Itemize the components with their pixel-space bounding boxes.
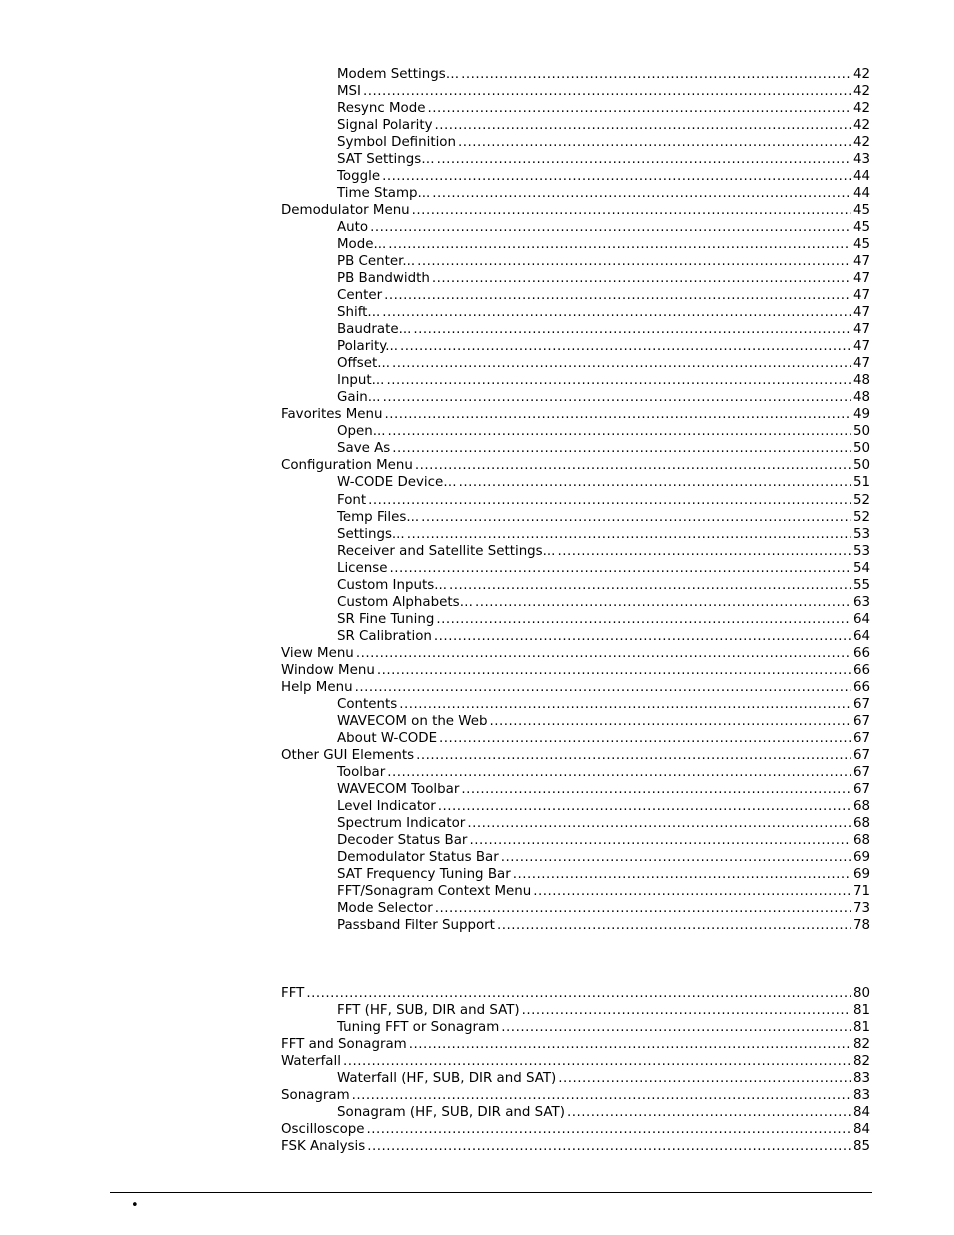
toc-dot-leader — [383, 389, 851, 406]
toc-page-number: 47 — [852, 356, 870, 372]
toc-entry[interactable] — [281, 985, 870, 1002]
toc-entry-title: WAVECOM Toolbar — [337, 781, 460, 797]
toc-entry-title: Font — [337, 492, 367, 508]
toc-entry[interactable] — [337, 168, 870, 185]
toc-entry[interactable] — [281, 747, 870, 764]
toc-dot-leader — [368, 492, 851, 509]
toc-entry[interactable] — [337, 1104, 870, 1121]
toc-dot-leader — [392, 355, 851, 372]
toc-entry-title: Oscilloscope — [281, 1122, 365, 1138]
toc-entry-title: Temp Files... — [337, 509, 420, 525]
toc-entry[interactable] — [337, 219, 870, 236]
toc-page-number: 71 — [852, 883, 870, 899]
toc-entry-title: Baudrate... — [337, 322, 412, 338]
toc-entry[interactable] — [337, 560, 870, 577]
toc-entry-title: Input... — [337, 373, 385, 389]
toc-dot-leader — [558, 1070, 851, 1087]
toc-page-number: 47 — [852, 288, 870, 304]
toc-entry-title: Toggle — [337, 169, 381, 185]
toc-entry-title: About W-CODE — [337, 730, 438, 746]
toc-page-number: 64 — [852, 628, 870, 644]
toc-page-number: 48 — [852, 373, 870, 389]
toc-page-number: 44 — [852, 169, 870, 185]
toc-dot-leader — [421, 509, 851, 526]
toc-entry[interactable] — [337, 321, 870, 338]
toc-page-number: 50 — [852, 458, 870, 474]
toc-page-number: 51 — [852, 475, 870, 491]
toc-dot-leader — [415, 457, 851, 474]
toc-entry-title: SAT Frequency Tuning Bar — [337, 866, 511, 882]
toc-entry[interactable] — [337, 100, 870, 117]
toc-entry[interactable] — [281, 1053, 870, 1070]
toc-page-number: 52 — [852, 509, 870, 525]
toc-page-number: 49 — [852, 407, 870, 423]
toc-entry-title: Offset... — [337, 356, 391, 372]
toc-dot-leader — [475, 594, 851, 611]
toc-entry[interactable] — [337, 134, 870, 151]
toc-entry[interactable] — [337, 696, 870, 713]
toc-page-number: 44 — [852, 186, 870, 202]
toc-page-number: 81 — [852, 1020, 870, 1036]
toc-page-number: 42 — [852, 118, 870, 134]
toc-entry-title: Spectrum Indicator — [337, 815, 466, 831]
toc-entry-title: FFT/Sonagram Context Menu — [337, 883, 532, 899]
toc-page-number: 42 — [852, 101, 870, 117]
toc-entry-title: FFT (HF, SUB, DIR and SAT) — [337, 1003, 520, 1019]
toc-dot-leader — [407, 526, 851, 543]
toc-entry[interactable] — [337, 849, 870, 866]
toc-entry[interactable] — [337, 389, 870, 406]
toc-page-number: 47 — [852, 254, 870, 270]
toc-entry-title: Shift... — [337, 305, 381, 321]
toc-page-number: 67 — [852, 713, 870, 729]
toc-dot-leader — [435, 117, 851, 134]
toc-page-number: 85 — [852, 1139, 870, 1155]
toc-dot-leader — [427, 100, 851, 117]
toc-entry[interactable] — [337, 798, 870, 815]
toc-page-number: 69 — [852, 849, 870, 865]
toc-page-number: 53 — [852, 543, 870, 559]
toc-page-number: 80 — [852, 986, 870, 1002]
toc-page-number: 45 — [852, 220, 870, 236]
toc-page-number: 47 — [852, 322, 870, 338]
toc-entry-title: Signal Polarity — [337, 118, 433, 134]
toc-entry-title: Resync Mode — [337, 101, 426, 117]
toc-entry[interactable] — [337, 764, 870, 781]
toc-entry[interactable] — [337, 185, 870, 202]
toc-dot-leader — [501, 849, 851, 866]
toc-dot-leader — [522, 1002, 851, 1019]
toc-dot-leader — [343, 1053, 851, 1070]
toc-dot-leader — [461, 66, 851, 83]
toc-dot-leader — [469, 832, 851, 849]
toc-dot-leader — [432, 270, 851, 287]
toc-page-number: 45 — [852, 237, 870, 253]
toc-dot-leader — [389, 560, 850, 577]
toc-entry[interactable] — [281, 457, 870, 474]
toc-page-number: 84 — [852, 1122, 870, 1138]
toc-dot-leader — [416, 747, 851, 764]
toc-page-number: 83 — [852, 1088, 870, 1104]
toc-entry-title: Level Indicator — [337, 798, 436, 814]
toc-page-number: 64 — [852, 611, 870, 627]
toc-dot-leader — [399, 696, 851, 713]
toc-entry[interactable] — [337, 440, 870, 457]
toc-dot-leader — [435, 900, 851, 917]
toc-entry[interactable] — [337, 594, 870, 611]
toc-page-number: 73 — [852, 900, 870, 916]
toc-entry[interactable] — [337, 492, 870, 509]
toc-entry-title: Favorites Menu — [281, 407, 383, 423]
toc-entry-title: Mode Selector — [337, 900, 433, 916]
toc-dot-leader — [459, 474, 851, 491]
toc-dot-leader — [382, 304, 851, 321]
toc-entry-title: PB Center... — [337, 254, 416, 270]
toc-entry[interactable] — [281, 645, 870, 662]
toc-entry[interactable] — [337, 509, 870, 526]
toc-page-number: 43 — [852, 152, 870, 168]
toc-page-number: 67 — [852, 781, 870, 797]
toc-dot-leader — [434, 628, 851, 645]
toc-entry[interactable] — [337, 474, 870, 491]
toc-dot-leader — [370, 219, 851, 236]
toc-entry-title: FSK Analysis — [281, 1139, 366, 1155]
toc-page-number: 54 — [852, 560, 870, 576]
toc-entry[interactable] — [337, 117, 870, 134]
toc-entry[interactable] — [337, 253, 870, 270]
toc-dot-leader — [400, 338, 851, 355]
toc-dot-leader — [384, 287, 851, 304]
toc-dot-leader — [490, 713, 851, 730]
toc-entry[interactable] — [337, 1002, 870, 1019]
toc-entry-title: Save As — [337, 441, 391, 457]
toc-entry-title: Custom Alphabets… — [337, 594, 473, 610]
toc-entry-title: Mode... — [337, 237, 387, 253]
toc-entry-title: Toolbar — [337, 764, 386, 780]
toc-page-number: 45 — [852, 203, 870, 219]
toc-dot-leader — [382, 168, 851, 185]
toc-dot-leader — [449, 577, 851, 594]
toc-entry-title: Custom Inputs... — [337, 577, 447, 593]
toc-page-number: 68 — [852, 832, 870, 848]
toc-entry[interactable] — [337, 815, 870, 832]
toc-entry-title: View Menu — [281, 645, 354, 661]
toc-dot-leader — [417, 253, 851, 270]
toc-page-number: 47 — [852, 339, 870, 355]
toc-page-number: 68 — [852, 798, 870, 814]
toc-entry-title: License — [337, 560, 388, 576]
toc-entry[interactable] — [337, 1070, 870, 1087]
toc-entry[interactable] — [337, 236, 870, 253]
toc-entry-title: Symbol Definition — [337, 135, 456, 151]
toc-page-number: 50 — [852, 424, 870, 440]
toc-page-number: 50 — [852, 441, 870, 457]
toc-entry-title: Demodulator Menu — [281, 203, 410, 219]
toc-dot-leader — [363, 83, 851, 100]
toc-entry[interactable] — [281, 662, 870, 679]
toc-entry[interactable] — [337, 883, 870, 900]
toc-entry[interactable] — [281, 679, 870, 696]
toc-entry-title: Sonagram — [281, 1088, 350, 1104]
toc-entry[interactable] — [337, 355, 870, 372]
toc-entry-title: Settings... — [337, 526, 405, 542]
toc-page-number: 42 — [852, 67, 870, 82]
toc-dot-leader — [432, 185, 851, 202]
toc-dot-leader — [385, 406, 851, 423]
toc-entry-title: Auto — [337, 220, 369, 236]
toc-dot-leader — [386, 372, 851, 389]
toc-dot-leader — [392, 440, 851, 457]
toc-dot-leader — [513, 866, 851, 883]
toc-entry[interactable] — [337, 611, 870, 628]
toc-entry-title: MSI — [337, 84, 362, 100]
toc-page-number: 52 — [852, 492, 870, 508]
toc-page-number: 84 — [852, 1105, 870, 1121]
toc-entry[interactable] — [337, 866, 870, 883]
toc-dot-leader — [412, 202, 851, 219]
toc-entry[interactable] — [281, 1138, 870, 1155]
toc-page-number: 42 — [852, 135, 870, 151]
toc-dot-leader — [413, 321, 851, 338]
toc-page-number: 68 — [852, 815, 870, 831]
toc-dot-leader — [388, 423, 851, 440]
toc-entry-title: Tuning FFT or Sonagram — [337, 1020, 500, 1036]
toc-entry[interactable] — [337, 713, 870, 730]
toc-entry[interactable] — [337, 372, 870, 389]
toc-page-number: 55 — [852, 577, 870, 593]
toc-entry-title: Center — [337, 288, 383, 304]
toc-page-number: 69 — [852, 866, 870, 882]
toc-entry[interactable] — [337, 917, 870, 934]
toc-entry-title: Other GUI Elements — [281, 747, 415, 763]
toc-entry-title: SR Calibration — [337, 628, 432, 644]
toc-page-number: 83 — [852, 1071, 870, 1087]
toc-dot-leader — [461, 781, 851, 798]
toc-entry-title: Passband Filter Support — [337, 918, 495, 933]
toc-page-number: 47 — [852, 271, 870, 287]
toc-entry-title: Open... — [337, 424, 386, 440]
toc-entry-title: Configuration Menu — [281, 458, 413, 474]
toc-entry-title: Time Stamp... — [337, 186, 431, 202]
toc-entry-title: SAT Settings… — [337, 152, 435, 168]
footer-bullet: • — [131, 1198, 139, 1213]
toc-entry[interactable] — [337, 270, 870, 287]
toc-dot-leader — [377, 662, 851, 679]
toc-dot-leader — [388, 236, 851, 253]
toc-page-number: 63 — [852, 594, 870, 610]
toc-dot-leader — [567, 1104, 851, 1121]
toc-entry-title: Receiver and Satellite Settings... — [337, 543, 556, 559]
toc-entry[interactable] — [337, 1019, 870, 1036]
toc-entry-title: PB Bandwidth — [337, 271, 430, 287]
toc-entry[interactable] — [337, 526, 870, 543]
toc-dot-leader — [497, 917, 851, 934]
toc-entry[interactable] — [337, 628, 870, 645]
toc-entry-title: FFT and Sonagram — [281, 1037, 407, 1053]
toc-dot-leader — [352, 1087, 851, 1104]
toc-entry-title: SR Fine Tuning — [337, 611, 435, 627]
toc-entry-title: Window Menu — [281, 662, 375, 678]
toc-dot-leader — [409, 1036, 851, 1053]
toc-page-number: 67 — [852, 730, 870, 746]
toc-dot-leader — [501, 1019, 851, 1036]
toc-entry-title: Polarity... — [337, 339, 398, 355]
toc-entry[interactable] — [337, 781, 870, 798]
toc-entry-title: W-CODE Device… — [337, 475, 457, 491]
toc-entry[interactable] — [281, 1087, 870, 1104]
toc-entry-title: WAVECOM on the Web — [337, 713, 488, 729]
toc-dot-leader — [438, 798, 851, 815]
toc-dot-leader — [367, 1121, 851, 1138]
toc-page-number: 78 — [852, 918, 870, 933]
toc-page-number: 42 — [852, 84, 870, 100]
toc-entry[interactable] — [337, 543, 870, 560]
toc-entry[interactable] — [337, 832, 870, 849]
toc-page-number: 67 — [852, 696, 870, 712]
toc-page-number: 53 — [852, 526, 870, 542]
toc-entry-title: Decoder Status Bar — [337, 832, 468, 848]
toc-dot-leader — [533, 883, 851, 900]
toc-entry[interactable] — [337, 730, 870, 747]
toc-entry[interactable] — [337, 900, 870, 917]
toc-dot-leader — [306, 985, 851, 1002]
toc-dot-leader — [367, 1138, 851, 1155]
toc-entry[interactable] — [337, 66, 870, 83]
toc-dot-leader — [439, 730, 851, 747]
footer-divider — [110, 1192, 872, 1193]
toc-dot-leader — [356, 645, 851, 662]
toc-entry-title: Gain... — [337, 390, 381, 406]
toc-entry[interactable] — [281, 1036, 870, 1053]
toc-dot-leader — [458, 134, 851, 151]
toc-entry-title: Help Menu — [281, 679, 353, 695]
toc-page-number: 48 — [852, 390, 870, 406]
toc-dot-leader — [557, 543, 851, 560]
toc-dot-leader — [467, 815, 851, 832]
toc-entry[interactable] — [281, 1121, 870, 1138]
toc-page-number: 47 — [852, 305, 870, 321]
toc-entry[interactable] — [281, 202, 870, 219]
toc-entry[interactable] — [337, 338, 870, 355]
toc-entry-title: Waterfall — [281, 1054, 341, 1070]
toc-entry[interactable] — [337, 423, 870, 440]
toc-page-number: 66 — [852, 679, 870, 695]
toc-page-number: 82 — [852, 1054, 870, 1070]
toc-entry-title: Modem Settings… — [337, 67, 460, 82]
toc-entry[interactable] — [337, 151, 870, 168]
toc-entry[interactable] — [337, 287, 870, 304]
toc-entry-title: Contents — [337, 696, 398, 712]
toc-entry-title: FFT — [281, 986, 305, 1002]
toc-page-number: 67 — [852, 764, 870, 780]
toc-page-number: 81 — [852, 1003, 870, 1019]
toc-entry[interactable] — [337, 304, 870, 321]
toc-page-number: 66 — [852, 645, 870, 661]
toc-entry[interactable] — [337, 83, 870, 100]
toc-dot-leader — [436, 611, 851, 628]
toc-dot-leader — [437, 151, 851, 168]
toc-page-number: 82 — [852, 1037, 870, 1053]
toc-dot-leader — [355, 679, 851, 696]
toc-entry[interactable] — [281, 406, 870, 423]
toc-page-number: 67 — [852, 747, 870, 763]
toc-entry-title: Sonagram (HF, SUB, DIR and SAT) — [337, 1105, 565, 1121]
toc-entry-title: Demodulator Status Bar — [337, 849, 499, 865]
toc-entry[interactable] — [337, 577, 870, 594]
toc-page-number: 66 — [852, 662, 870, 678]
toc-entry-title: Waterfall (HF, SUB, DIR and SAT) — [337, 1071, 557, 1087]
toc-dot-leader — [387, 764, 851, 781]
